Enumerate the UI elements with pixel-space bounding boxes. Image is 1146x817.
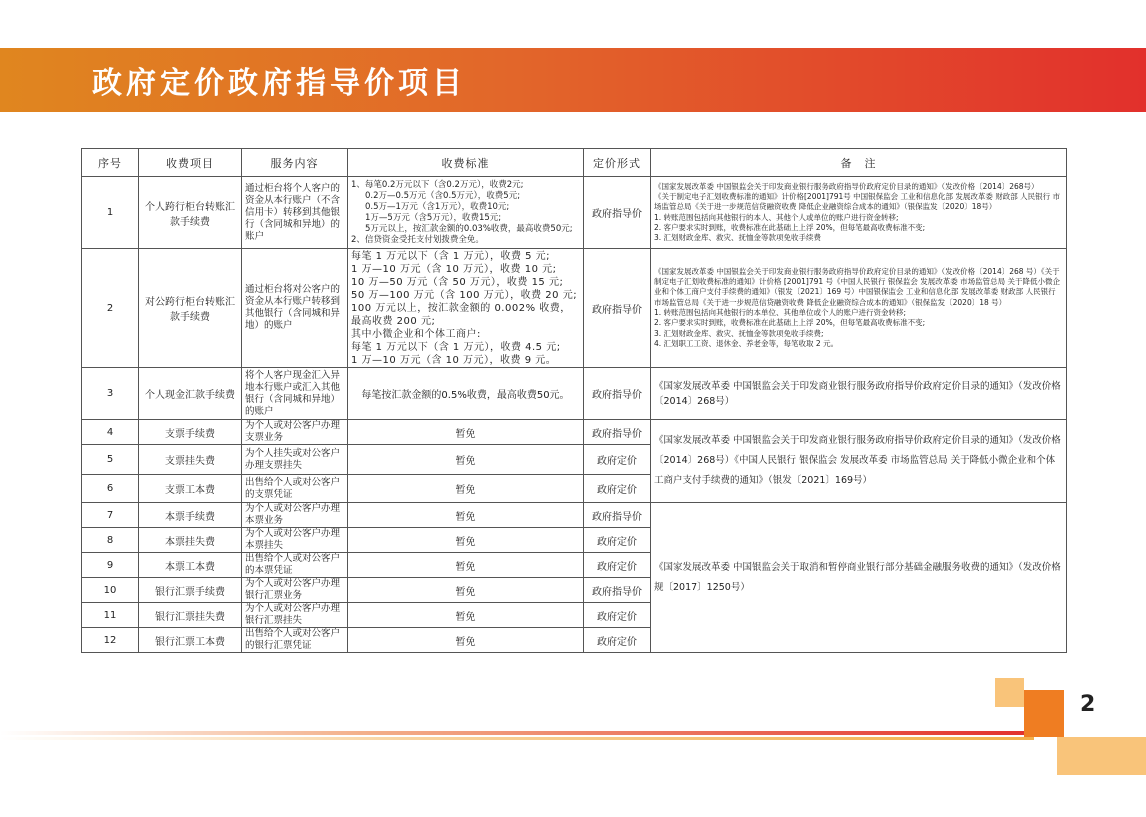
decor-square-light bbox=[995, 678, 1024, 707]
standard-line: 每笔 1 万元以下（含 1 万元），收费 4.5 元; bbox=[351, 341, 561, 353]
cell-standard: 暂免 bbox=[348, 603, 584, 628]
standard-line: 1万—5万元（含5万元），收费15元; bbox=[365, 212, 502, 223]
note-line: 3. 汇划财政金库、救灾、抚恤金等款项免收手续费 bbox=[654, 233, 822, 243]
cell-pricing: 政府定价 bbox=[584, 528, 651, 553]
cell-item: 银行汇票工本费 bbox=[139, 628, 242, 653]
decor-square-yellow bbox=[1057, 737, 1146, 775]
standard-line: 1 万—10 万元（含 10 万元），收费 10 元; bbox=[351, 263, 557, 275]
cell-pricing: 政府定价 bbox=[584, 603, 651, 628]
cell-item: 银行汇票挂失费 bbox=[139, 603, 242, 628]
note-line: 2. 客户要求实时到账，收费标准在此基础上上浮 20%，但每笔最高收费标准不变; bbox=[654, 318, 926, 328]
cell-item: 支票挂失费 bbox=[139, 445, 242, 475]
cell-service: 为个人或对公客户办理支票业务 bbox=[242, 420, 348, 445]
cell-no: 2 bbox=[82, 249, 139, 368]
cell-service: 出售给个人或对公客户的支票凭证 bbox=[242, 475, 348, 503]
table-header-row bbox=[82, 149, 1067, 177]
note-line: 1. 转账范围包括向其他银行的本人、其他个人或单位的账户进行资金转移; bbox=[654, 212, 899, 222]
standard-line: 10 万—50 万元（含 50 万元），收费 15 元; bbox=[351, 276, 564, 288]
cell-standard: 暂免 bbox=[348, 553, 584, 578]
table-row bbox=[82, 249, 1067, 368]
cell-standard: 暂免 bbox=[348, 578, 584, 603]
cell-item: 支票手续费 bbox=[139, 420, 242, 445]
header-pricing: 定价形式 bbox=[584, 149, 651, 177]
standard-line: 0.2万—0.5万元（含0.5万元），收费5元; bbox=[365, 190, 521, 201]
cell-pricing: 政府指导价 bbox=[584, 578, 651, 603]
cell-standard: 暂免 bbox=[348, 475, 584, 503]
cell-pricing: 政府定价 bbox=[584, 553, 651, 578]
cell-service: 为个人或对公客户办理银行汇票业务 bbox=[242, 578, 348, 603]
cell-no: 10 bbox=[82, 578, 139, 603]
decor-square-orange bbox=[1024, 690, 1064, 737]
title-banner bbox=[0, 48, 1146, 112]
note-line: 《国家发展改革委 中国银监会关于印发商业银行服务政府指导价政府定价目录的通知》（发改价格〔2014〕268号） bbox=[654, 181, 1039, 191]
cell-pricing: 政府指导价 bbox=[584, 177, 651, 249]
standard-line: 5万元以上，按汇款金额的0.03%收费，最高收费50元; bbox=[365, 223, 573, 234]
cell-item: 本票工本费 bbox=[139, 553, 242, 578]
standard-line: 50 万—100 万元（含 100 万元），收费 20 元; bbox=[351, 289, 578, 301]
standard-line: 每笔 1 万元以下（含 1 万元），收费 5 元; bbox=[351, 250, 551, 262]
cell-standard: 每笔按汇款金额的0.5%收费，最高收费50元。 bbox=[348, 368, 584, 420]
cell-standard: 暂免 bbox=[348, 628, 584, 653]
table-row bbox=[82, 177, 1067, 249]
cell-service: 出售给个人或对公客户的银行汇票凭证 bbox=[242, 628, 348, 653]
cell-standard: 暂免 bbox=[348, 503, 584, 528]
cell-standard bbox=[348, 177, 584, 249]
cell-note: 《国家发展改革委 中国银监会关于印发商业银行服务政府指导价政府定价目录的通知》（发改价格〔2014〕268号） bbox=[651, 368, 1067, 420]
note-line: 4. 汇划职工工资、退休金、养老金等，每笔收取 2 元。 bbox=[654, 338, 839, 348]
cell-no: 1 bbox=[82, 177, 139, 249]
table-row bbox=[82, 503, 1067, 528]
table-row bbox=[82, 368, 1067, 420]
cell-pricing: 政府指导价 bbox=[584, 420, 651, 445]
fee-table bbox=[81, 148, 1067, 653]
cell-service: 为个人或对公客户办理银行汇票挂失 bbox=[242, 603, 348, 628]
cell-item: 银行汇票手续费 bbox=[139, 578, 242, 603]
note-line: 3. 汇划财政金库、救灾、抚恤金等款项免收手续费; bbox=[654, 328, 824, 338]
cell-no: 12 bbox=[82, 628, 139, 653]
cell-item: 支票工本费 bbox=[139, 475, 242, 503]
cell-no: 9 bbox=[82, 553, 139, 578]
cell-no: 11 bbox=[82, 603, 139, 628]
note-line: 1. 转账范围包括向其他银行的本单位、其他单位或个人的账户进行资金转移; bbox=[654, 308, 907, 317]
cell-item: 对公跨行柜台转账汇款手续费 bbox=[139, 249, 242, 368]
standard-line: 1 万—10 万元（含 10 万元），收费 9 元。 bbox=[351, 354, 557, 366]
cell-item: 个人跨行柜台转账汇款手续费 bbox=[139, 177, 242, 249]
cell-service: 将个人客户现金汇入异地本行账户或汇入其他银行（含同城和异地）的账户 bbox=[242, 368, 348, 420]
cell-service: 为个人挂失或对公客户办理支票挂失 bbox=[242, 445, 348, 475]
cell-service: 出售给个人或对公客户的本票凭证 bbox=[242, 553, 348, 578]
cell-pricing: 政府指导价 bbox=[584, 249, 651, 368]
cell-item: 本票手续费 bbox=[139, 503, 242, 528]
header-standard: 收费标准 bbox=[348, 149, 584, 177]
cell-pricing: 政府定价 bbox=[584, 628, 651, 653]
standard-line: 2、信贷资金受托支付划拨费全免。 bbox=[351, 234, 484, 245]
cell-no: 6 bbox=[82, 475, 139, 503]
cell-pricing: 政府定价 bbox=[584, 445, 651, 475]
standard-line: 0.5万—1万元（含1万元），收费10元; bbox=[365, 201, 510, 212]
cell-standard: 暂免 bbox=[348, 528, 584, 553]
page-number: 2 bbox=[1080, 692, 1096, 717]
header-item: 收费项目 bbox=[139, 149, 242, 177]
cell-no: 7 bbox=[82, 503, 139, 528]
standard-line: 其中小微企业和个体工商户: bbox=[351, 328, 481, 340]
header-no: 序号 bbox=[82, 149, 139, 177]
note-line: 《国家发展改革委 中国银监会关于印发商业银行服务政府指导价政府定价目录的通知》（发改价格〔2014〕268 号）《关于制定电子汇划收费标准的通知》计价格 [2001]791 号《中国人民银行 银保监会 发展改革委 市场监管总局 关于降低小微企业和个体工商户支付手续费的通知》（银发〔2021〕169 号）中国银保监会 工业和信息化部 发展改革委 财政部 人民银行 市场监管总局《关于进一步规范信贷融资收费 降低企业融资综合成本的通知》（银保监发〔2020〕18 号） bbox=[654, 266, 1061, 307]
cell-pricing: 政府定价 bbox=[584, 475, 651, 503]
cell-standard: 暂免 bbox=[348, 445, 584, 475]
cell-pricing: 政府指导价 bbox=[584, 503, 651, 528]
cell-service: 通过柜台将对公客户的资金从本行账户转移到其他银行（含同城和异地）的账户 bbox=[242, 249, 348, 368]
cell-no: 8 bbox=[82, 528, 139, 553]
cell-note bbox=[651, 177, 1067, 249]
page-title: 政府定价政府指导价项目 bbox=[92, 66, 466, 101]
header-note: 备 注 bbox=[651, 149, 1067, 177]
cell-item: 本票挂失费 bbox=[139, 528, 242, 553]
table-row bbox=[82, 420, 1067, 445]
standard-line: 100 万元以上，按汇款金额的 0.002% 收费，最高收费 200 元; bbox=[351, 302, 571, 327]
cell-service: 为个人或对公客户办理本票挂失 bbox=[242, 528, 348, 553]
cell-standard bbox=[348, 249, 584, 368]
cell-service: 为个人或对公客户办理本票业务 bbox=[242, 503, 348, 528]
footer-red-line bbox=[0, 731, 1034, 735]
note-line: 2. 客户要求实时到账，收费标准在此基础上上浮 20%，但每笔最高收费标准不变; bbox=[654, 222, 926, 232]
cell-standard: 暂免 bbox=[348, 420, 584, 445]
note-line: 《关于制定电子汇划收费标准的通知》计价格[2001]791号 中国银保监会 工业和信息化部 发展改革委 财政部 人民银行 市场监管总局《关于进一步规范信贷融资收费 降低企业融资综合成本的通知》（银保监发〔2020〕18号） bbox=[654, 191, 1061, 212]
header-service: 服务内容 bbox=[242, 149, 348, 177]
cell-no: 4 bbox=[82, 420, 139, 445]
cell-no: 5 bbox=[82, 445, 139, 475]
cell-pricing: 政府指导价 bbox=[584, 368, 651, 420]
footer-gold-line bbox=[0, 737, 1034, 740]
standard-line: 1、每笔0.2万元以下（含0.2万元），收费2元; bbox=[351, 179, 524, 190]
cell-note bbox=[651, 249, 1067, 368]
cell-note-group: 《国家发展改革委 中国银监会关于印发商业银行服务政府指导价政府定价目录的通知》（发改价格〔2014〕268号）《中国人民银行 银保监会 发展改革委 市场监管总局 关于降低小微企业和个体工商户支付手续费的通知》（银发〔2021〕169号） bbox=[651, 420, 1067, 503]
cell-service: 通过柜台将个人客户的资金从本行账户（不含信用卡）转移到其他银行（含同城和异地）的账户 bbox=[242, 177, 348, 249]
cell-note-group: 《国家发展改革委 中国银监会关于取消和暂停商业银行部分基础金融服务收费的通知》（发改价格规〔2017〕1250号） bbox=[651, 503, 1067, 653]
cell-no: 3 bbox=[82, 368, 139, 420]
cell-item: 个人现金汇款手续费 bbox=[139, 368, 242, 420]
